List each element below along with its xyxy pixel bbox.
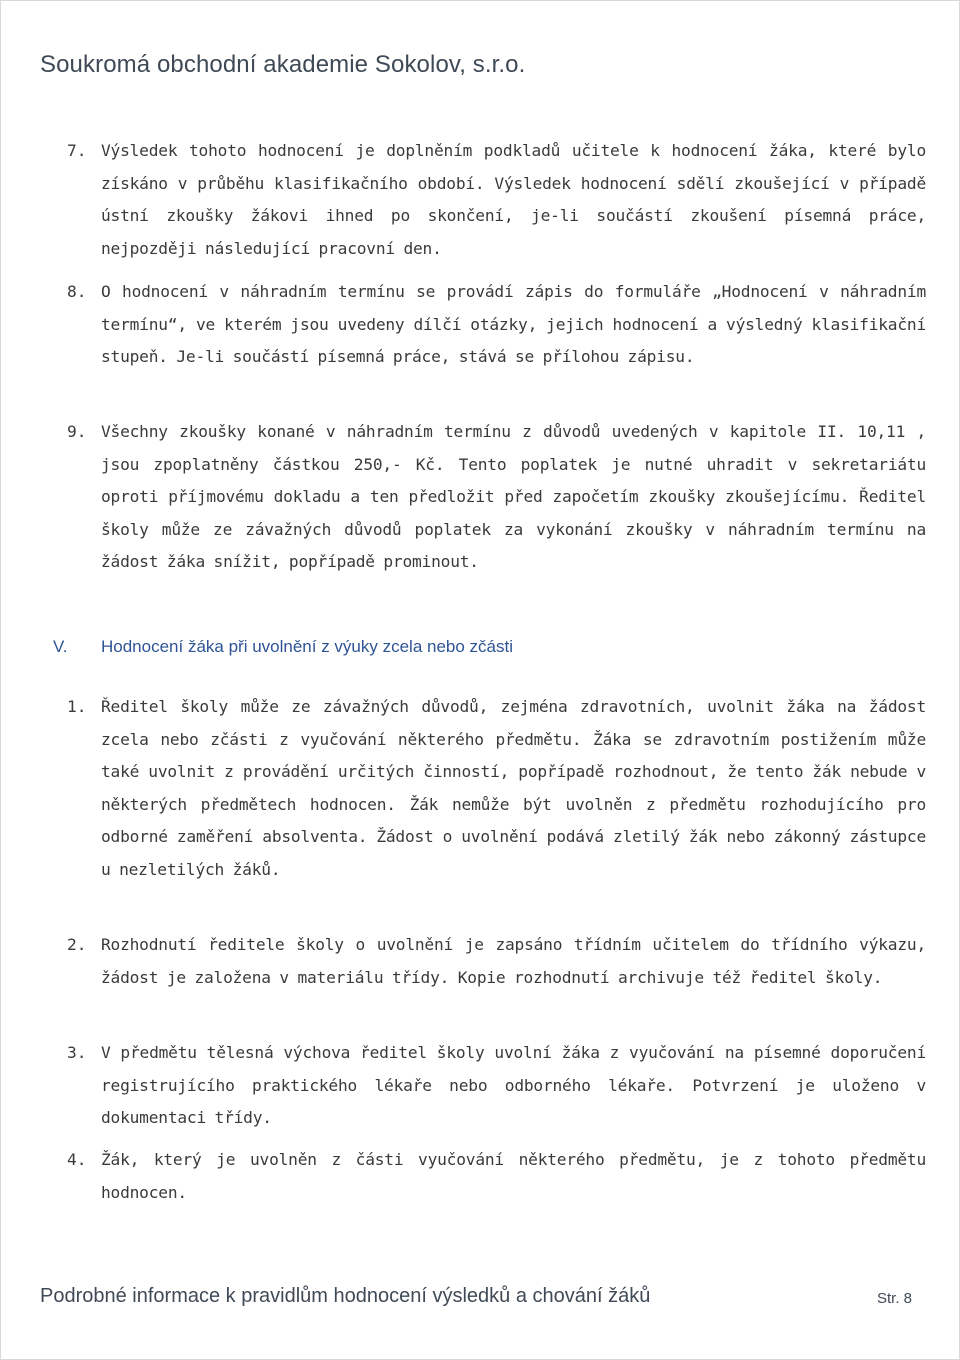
list-number: 4. <box>67 1150 87 1169</box>
list-number: 3. <box>67 1043 87 1062</box>
page-header: Soukromá obchodní akademie Sokolov, s.r.o. <box>40 51 526 78</box>
list-number: 9. <box>67 422 87 441</box>
list-number: 2. <box>67 935 87 954</box>
page-footer: Podrobné informace k pravidlům hodnocení výsledků a chování žáků <box>40 1285 651 1307</box>
list-number: 7. <box>67 141 87 160</box>
list-text: Ředitel školy může ze závažných důvodů, zejména zdravotních, uvolnit žáka na žádost zcela nebo zčásti z vyučování některého předmětu. Žáka se zdravotním postižením může také uvolnit z provádění určitých činností, popřípadě rozhodnout, že tento žák nebude v některých předmětech hodnocen. Žák nemůže být uvolněn z předmětu rozhodujícího pro odborné zaměření absolventa. Žádost o uvolnění podává zletilý žák nebo zákonný zástupce u nezletilých žáků. <box>101 697 926 879</box>
list-text: Výsledek tohoto hodnocení je doplněním podkladů učitele k hodnocení žáka, které bylo získáno v průběhu klasifikačního období. Výsledek hodnocení sdělí zkoušející v případě ústní zkoušky žákovi ihned po skončení, je-li součástí zkoušení písemná práce, nejpozději následující pracovní den. <box>101 141 926 258</box>
list-text: Rozhodnutí ředitele školy o uvolnění je zapsáno třídním učitelem do třídního výkazu, žádost je založena v materiálu třídy. Kopie rozhodnutí archivuje též ředitel školy. <box>101 935 926 987</box>
list-number: 1. <box>67 697 87 716</box>
list-text: Žák, který je uvolněn z části vyučování některého předmětu, je z tohoto předmětu hodnocen. <box>101 1150 926 1202</box>
section-heading <box>53 637 513 657</box>
list-text: Všechny zkoušky konané v náhradním termínu z důvodů uvedených v kapitole II. 10,11 , jsou zpoplatněny částkou 250,- Kč. Tento poplatek je nutné uhradit v sekretariátu oproti příjmovému dokladu a ten předložit před započetím zkoušky zkoušejícímu. Ředitel školy může ze závažných důvodů poplatek za vykonání zkoušky v náhradním termínu na žádost žáka snížit, popřípadě prominout. <box>101 422 926 572</box>
section-number: V. <box>53 637 68 656</box>
page-number: Str. 8 <box>877 1290 913 1307</box>
list-text: O hodnocení v náhradním termínu se provádí zápis do formuláře „Hodnocení v náhradním termínu“, ve kterém jsou uvedeny dílčí otázky, jejich hodnocení a výsledný klasifikační stupeň. Je-li součástí písemná práce, stává se přílohou zápisu. <box>101 282 926 367</box>
section-title: Hodnocení žáka při uvolnění z výuky zcela nebo zčásti <box>101 637 514 656</box>
list-number: 8. <box>67 282 87 301</box>
list-text: V předmětu tělesná výchova ředitel školy uvolní žáka z vyučování na písemné doporučení registrujícího praktického lékaře nebo odborného lékaře. Potvrzení je uloženo v dokumentaci třídy. <box>101 1043 926 1128</box>
